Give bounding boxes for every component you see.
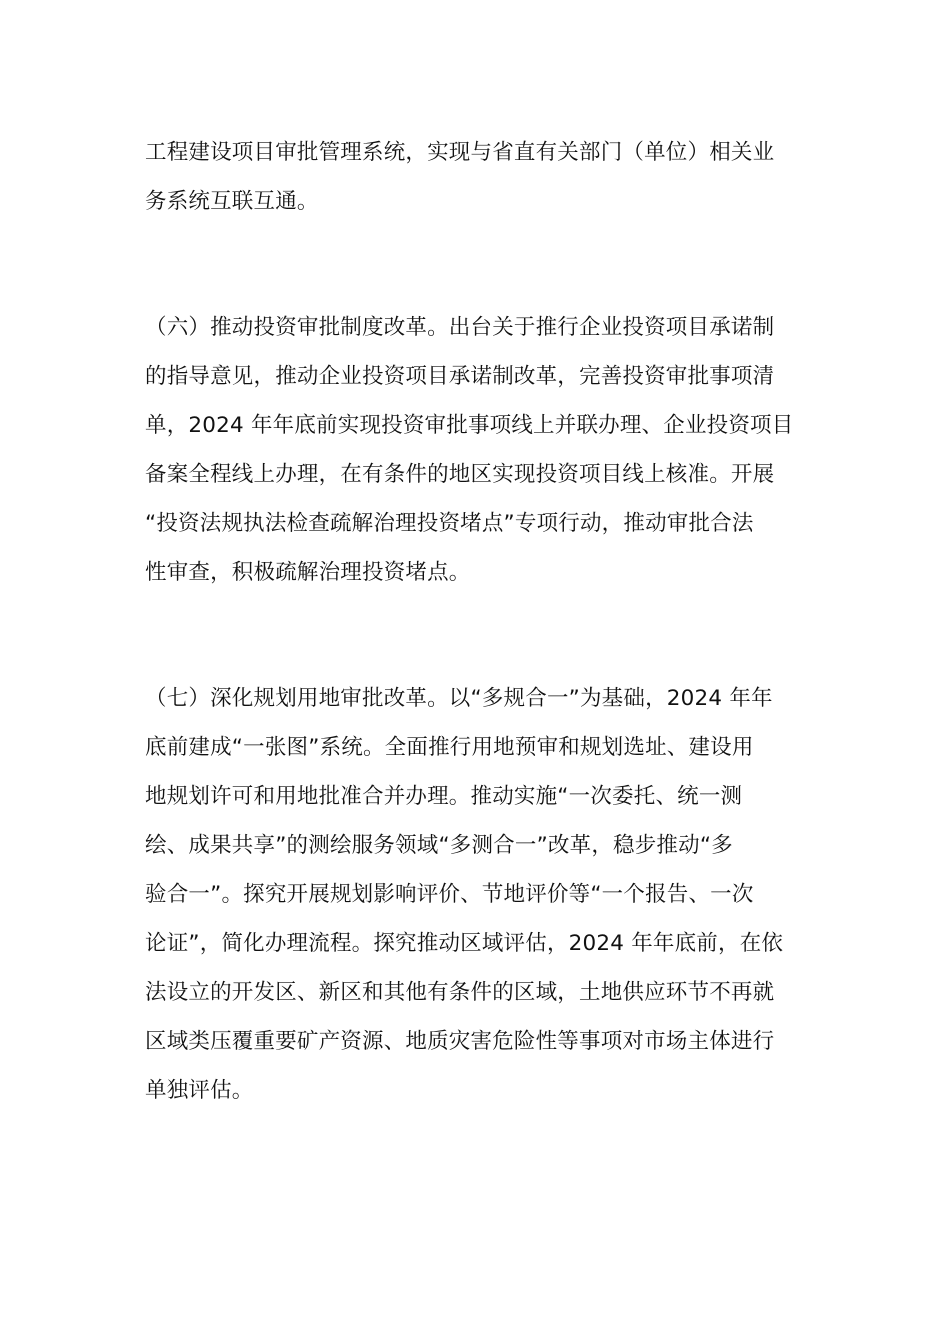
- paragraph-line: 性审查，积极疏解治理投资堵点。: [145, 560, 471, 585]
- paragraph-line: 工程建设项目审批管理系统，实现与省直有关部门（单位）相关业: [145, 140, 775, 165]
- paragraph-line: 单，2024 年年底前实现投资审批事项线上并联办理、企业投资项目: [145, 413, 794, 438]
- paragraph-line: （七）深化规划用地审批改革。以“多规合一”为基础，2024 年年: [145, 686, 773, 711]
- paragraph-line: 单独评估。: [145, 1078, 254, 1103]
- paragraph-line: 验合一”。探究开展规划影响评价、节地评价等“一个报告、一次: [145, 882, 754, 907]
- paragraph-line: 绘、成果共享”的测绘服务领域“多测合一”改革，稳步推动“多: [145, 833, 733, 858]
- paragraph-line: 论证”，简化办理流程。探究推动区域评估，2024 年年底前，在依: [145, 931, 784, 956]
- paragraph-line: 法设立的开发区、新区和其他有条件的区域，土地供应环节不再就: [145, 980, 775, 1005]
- paragraph-line: 区域类压覆重要矿产资源、地质灾害危险性等事项对市场主体进行: [145, 1029, 775, 1054]
- paragraph-line: 的指导意见，推动企业投资项目承诺制改革，完善投资审批事项清: [145, 364, 775, 389]
- paragraph-line: 务系统互联互通。: [145, 189, 319, 214]
- paragraph-line: “投资法规执法检查疏解治理投资堵点”专项行动，推动审批合法: [145, 511, 754, 536]
- paragraph-line: 地规划许可和用地批准合并办理。推动实施“一次委托、统一测: [145, 784, 743, 809]
- paragraph-line: （六）推动投资审批制度改革。出台关于推行企业投资项目承诺制: [145, 315, 775, 340]
- paragraph-line: 底前建成“一张图”系统。全面推行用地预审和规划选址、建设用: [145, 735, 754, 760]
- paragraph-line: 备案全程线上办理，在有条件的地区实现投资项目线上核准。开展: [145, 462, 775, 487]
